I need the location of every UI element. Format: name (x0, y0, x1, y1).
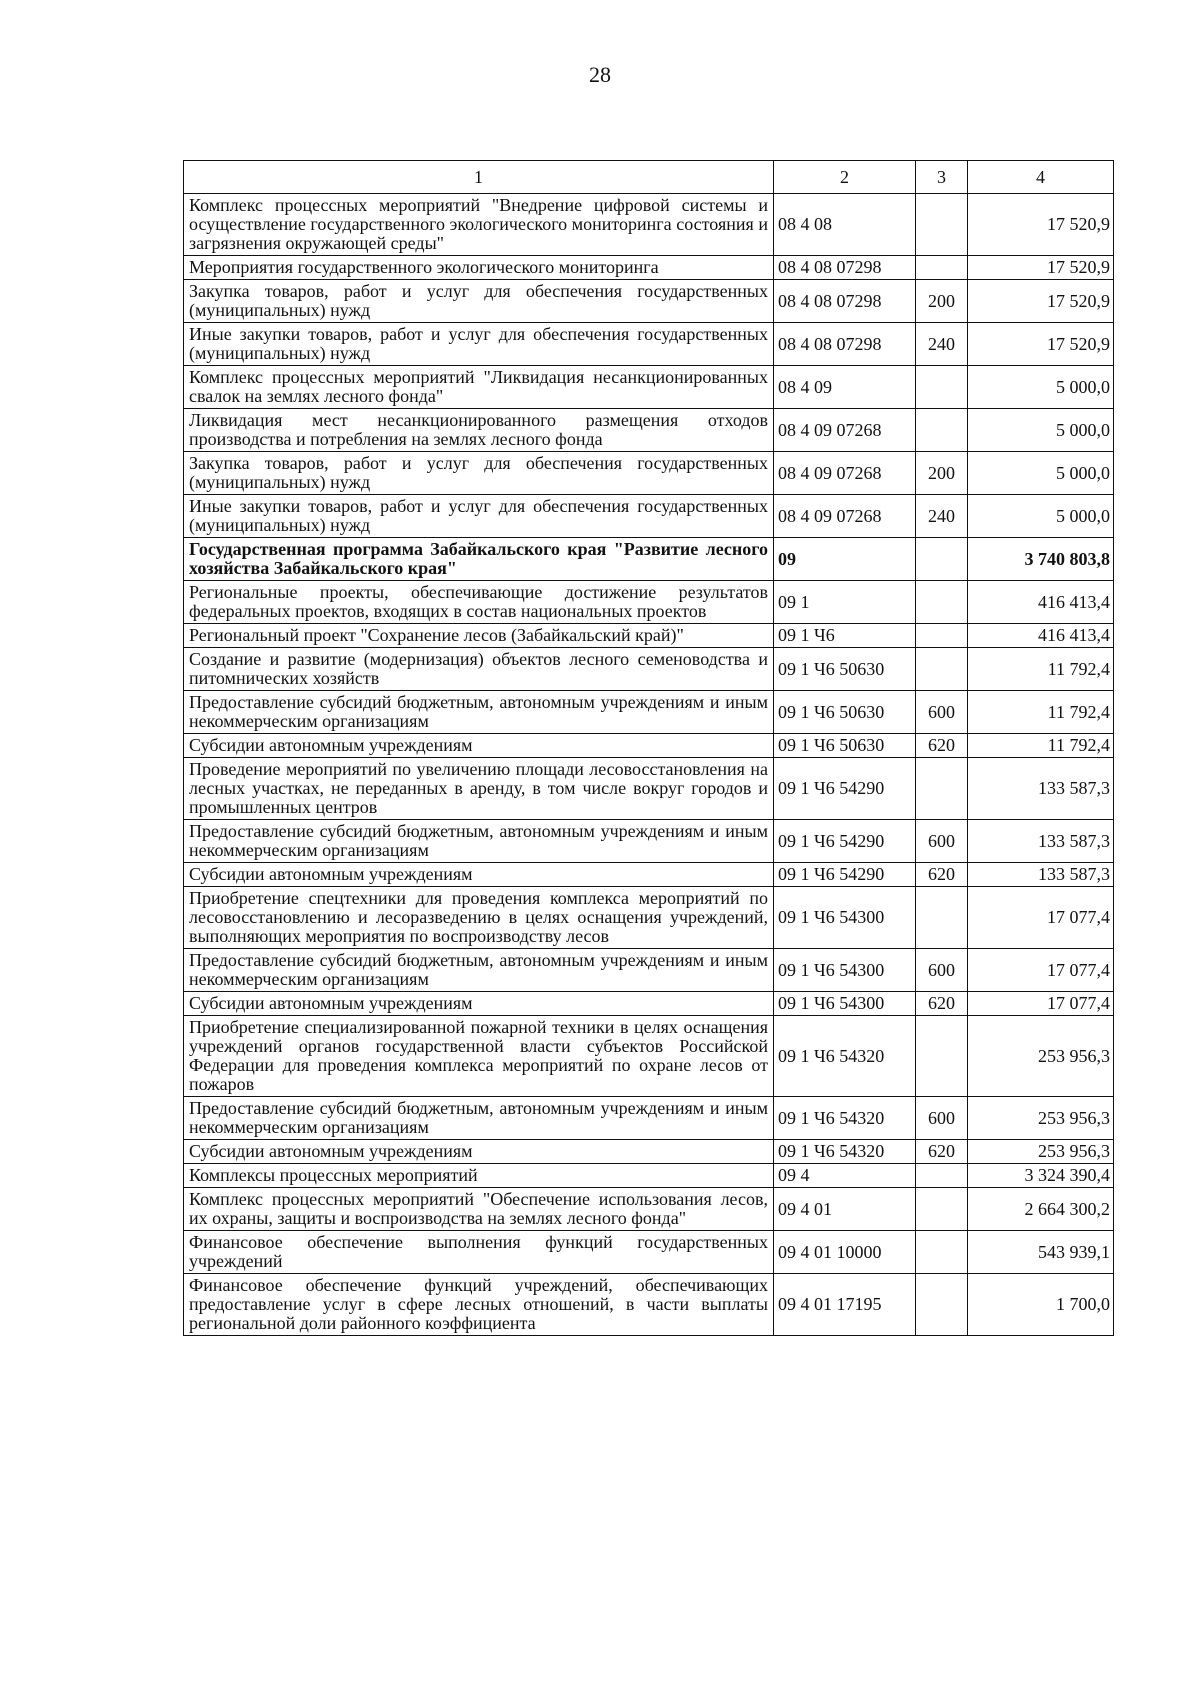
row-amount: 5 000,0 (968, 409, 1114, 452)
column-header-type: 3 (916, 161, 968, 194)
row-code: 09 1 Ч6 54290 (774, 758, 916, 820)
table-row (184, 949, 1114, 992)
row-code: 09 1 Ч6 50630 (774, 648, 916, 691)
row-code: 09 1 Ч6 54300 (774, 887, 916, 949)
row-amount: 17 077,4 (968, 887, 1114, 949)
row-name: Комплекс процессных мероприятий "Обеспечение использования лесов, их охраны, защиты и воспроизводства на землях лесного фонда" (184, 1188, 774, 1231)
table-row (184, 495, 1114, 538)
table-row (184, 366, 1114, 409)
row-name: Закупка товаров, работ и услуг для обеспечения государственных (муниципальных) нужд (184, 452, 774, 495)
row-name: Региональные проекты, обеспечивающие достижение результатов федеральных проектов, входящих в состав национальных проектов (184, 581, 774, 624)
row-code: 09 1 Ч6 54300 (774, 992, 916, 1016)
row-name: Субсидии автономным учреждениям (184, 992, 774, 1016)
row-code: 08 4 09 07268 (774, 409, 916, 452)
table-row (184, 1016, 1114, 1097)
row-code: 09 1 Ч6 54320 (774, 1016, 916, 1097)
row-name: Субсидии автономным учреждениям (184, 1140, 774, 1164)
table-row (184, 409, 1114, 452)
row-amount: 2 664 300,2 (968, 1188, 1114, 1231)
row-name: Субсидии автономным учреждениям (184, 863, 774, 887)
row-amount: 3 324 390,4 (968, 1164, 1114, 1188)
page-number: 28 (589, 62, 611, 87)
column-header-code: 2 (774, 161, 916, 194)
table-row (184, 1097, 1114, 1140)
row-amount: 17 520,9 (968, 323, 1114, 366)
table-row (184, 691, 1114, 734)
row-amount: 253 956,3 (968, 1097, 1114, 1140)
row-type (916, 409, 968, 452)
row-name: Создание и развитие (модернизация) объектов лесного семеноводства и питомнических хозяйств (184, 648, 774, 691)
row-name: Закупка товаров, работ и услуг для обеспечения государственных (муниципальных) нужд (184, 280, 774, 323)
row-type: 600 (916, 691, 968, 734)
row-name: Предоставление субсидий бюджетным, автономным учреждениям и иным некоммерческим организациям (184, 1097, 774, 1140)
row-type: 200 (916, 452, 968, 495)
row-name: Приобретение спецтехники для проведения комплекса мероприятий по лесовосстановлению и лесоразведению в целях оснащения учреждений, выполняющих мероприятия по воспроизводству лесов (184, 887, 774, 949)
table-row (184, 734, 1114, 758)
row-amount: 416 413,4 (968, 624, 1114, 648)
row-name: Комплекс процессных мероприятий "Внедрение цифровой системы и осуществление государственного экологического мониторинга состояния и загрязнения окружающей среды" (184, 194, 774, 256)
row-amount: 5 000,0 (968, 495, 1114, 538)
row-amount: 17 520,9 (968, 194, 1114, 256)
header-row (184, 161, 1114, 194)
row-code: 09 1 Ч6 (774, 624, 916, 648)
row-type: 240 (916, 323, 968, 366)
row-name: Иные закупки товаров, работ и услуг для обеспечения государственных (муниципальных) нужд (184, 323, 774, 366)
table-row (184, 194, 1114, 256)
row-type: 600 (916, 1097, 968, 1140)
row-amount: 17 520,9 (968, 256, 1114, 280)
row-type (916, 1164, 968, 1188)
row-name: Финансовое обеспечение выполнения функций государственных учреждений (184, 1231, 774, 1274)
table-row (184, 452, 1114, 495)
row-type (916, 758, 968, 820)
row-type (916, 1231, 968, 1274)
row-name: Ликвидация мест несанкционированного размещения отходов производства и потребления на землях лесного фонда (184, 409, 774, 452)
row-code: 08 4 09 07268 (774, 452, 916, 495)
row-code: 08 4 08 (774, 194, 916, 256)
row-amount: 3 740 803,8 (968, 538, 1114, 581)
row-code: 09 1 Ч6 54290 (774, 863, 916, 887)
row-name: Иные закупки товаров, работ и услуг для обеспечения государственных (муниципальных) нужд (184, 495, 774, 538)
row-name: Предоставление субсидий бюджетным, автономным учреждениям и иным некоммерческим организациям (184, 820, 774, 863)
row-code: 09 1 Ч6 50630 (774, 691, 916, 734)
row-amount: 253 956,3 (968, 1140, 1114, 1164)
row-name: Проведение мероприятий по увеличению площади лесовосстановления на лесных участках, не переданных в аренду, в том числе вокруг городов и промышленных центров (184, 758, 774, 820)
row-amount: 17 077,4 (968, 992, 1114, 1016)
table-row (184, 887, 1114, 949)
row-code: 08 4 08 07298 (774, 280, 916, 323)
row-type (916, 538, 968, 581)
budget-table (183, 160, 1114, 1336)
row-name: Приобретение специализированной пожарной техники в целях оснащения учреждений органов государственной власти субъектов Российской Федерации для проведения комплекса мероприятий по охране лесов от пожаров (184, 1016, 774, 1097)
table-row (184, 538, 1114, 581)
row-code: 09 (774, 538, 916, 581)
row-name: Предоставление субсидий бюджетным, автономным учреждениям и иным некоммерческим организациям (184, 949, 774, 992)
row-name: Субсидии автономным учреждениям (184, 734, 774, 758)
row-code: 09 1 Ч6 50630 (774, 734, 916, 758)
row-amount: 253 956,3 (968, 1016, 1114, 1097)
row-type (916, 256, 968, 280)
table-row (184, 1164, 1114, 1188)
row-code: 09 1 Ч6 54290 (774, 820, 916, 863)
row-type (916, 1188, 968, 1231)
row-code: 08 4 08 07298 (774, 323, 916, 366)
row-amount: 133 587,3 (968, 820, 1114, 863)
table-row (184, 256, 1114, 280)
row-code: 09 1 (774, 581, 916, 624)
row-amount: 11 792,4 (968, 691, 1114, 734)
row-name: Государственная программа Забайкальского края "Развитие лесного хозяйства Забайкальского края" (184, 538, 774, 581)
table-row (184, 624, 1114, 648)
row-type (916, 366, 968, 409)
row-type: 620 (916, 1140, 968, 1164)
row-code: 08 4 09 07268 (774, 495, 916, 538)
table-row (184, 992, 1114, 1016)
row-code: 09 4 01 10000 (774, 1231, 916, 1274)
row-amount: 543 939,1 (968, 1231, 1114, 1274)
row-type: 600 (916, 820, 968, 863)
row-name: Предоставление субсидий бюджетным, автономным учреждениям и иным некоммерческим организациям (184, 691, 774, 734)
row-type: 620 (916, 863, 968, 887)
row-code: 09 4 01 (774, 1188, 916, 1231)
row-code: 08 4 09 (774, 366, 916, 409)
table-row (184, 1188, 1114, 1231)
row-amount: 416 413,4 (968, 581, 1114, 624)
table-row (184, 758, 1114, 820)
row-type (916, 648, 968, 691)
column-header-name: 1 (184, 161, 774, 194)
row-amount: 5 000,0 (968, 452, 1114, 495)
table-row (184, 1274, 1114, 1336)
row-name: Финансовое обеспечение функций учреждений, обеспечивающих предоставление услуг в сфере лесных отношений, в части выплаты региональной доли районного коэффициента (184, 1274, 774, 1336)
row-type (916, 1274, 968, 1336)
row-code: 09 1 Ч6 54320 (774, 1097, 916, 1140)
row-type (916, 581, 968, 624)
table-row (184, 820, 1114, 863)
row-name: Мероприятия государственного экологического мониторинга (184, 256, 774, 280)
row-amount: 11 792,4 (968, 648, 1114, 691)
row-amount: 17 520,9 (968, 280, 1114, 323)
row-type (916, 1016, 968, 1097)
row-type (916, 194, 968, 256)
row-name: Комплекс процессных мероприятий "Ликвидация несанкционированных свалок на землях лесного фонда" (184, 366, 774, 409)
row-type: 600 (916, 949, 968, 992)
row-code: 08 4 08 07298 (774, 256, 916, 280)
row-code: 09 1 Ч6 54300 (774, 949, 916, 992)
table-row (184, 581, 1114, 624)
row-type: 620 (916, 992, 968, 1016)
row-amount: 5 000,0 (968, 366, 1114, 409)
column-header-amount: 4 (968, 161, 1114, 194)
row-code: 09 4 (774, 1164, 916, 1188)
row-type: 240 (916, 495, 968, 538)
row-amount: 133 587,3 (968, 758, 1114, 820)
row-type (916, 624, 968, 648)
row-name: Комплексы процессных мероприятий (184, 1164, 774, 1188)
row-type: 620 (916, 734, 968, 758)
table-row (184, 1231, 1114, 1274)
row-type: 200 (916, 280, 968, 323)
row-code: 09 4 01 17195 (774, 1274, 916, 1336)
row-amount: 11 792,4 (968, 734, 1114, 758)
row-amount: 133 587,3 (968, 863, 1114, 887)
row-type (916, 887, 968, 949)
row-name: Региональный проект "Сохранение лесов (Забайкальский край)" (184, 624, 774, 648)
table-row (184, 323, 1114, 366)
row-code: 09 1 Ч6 54320 (774, 1140, 916, 1164)
table-row (184, 863, 1114, 887)
table-row (184, 648, 1114, 691)
table-row (184, 1140, 1114, 1164)
row-amount: 17 077,4 (968, 949, 1114, 992)
row-amount: 1 700,0 (968, 1274, 1114, 1336)
table-row (184, 280, 1114, 323)
